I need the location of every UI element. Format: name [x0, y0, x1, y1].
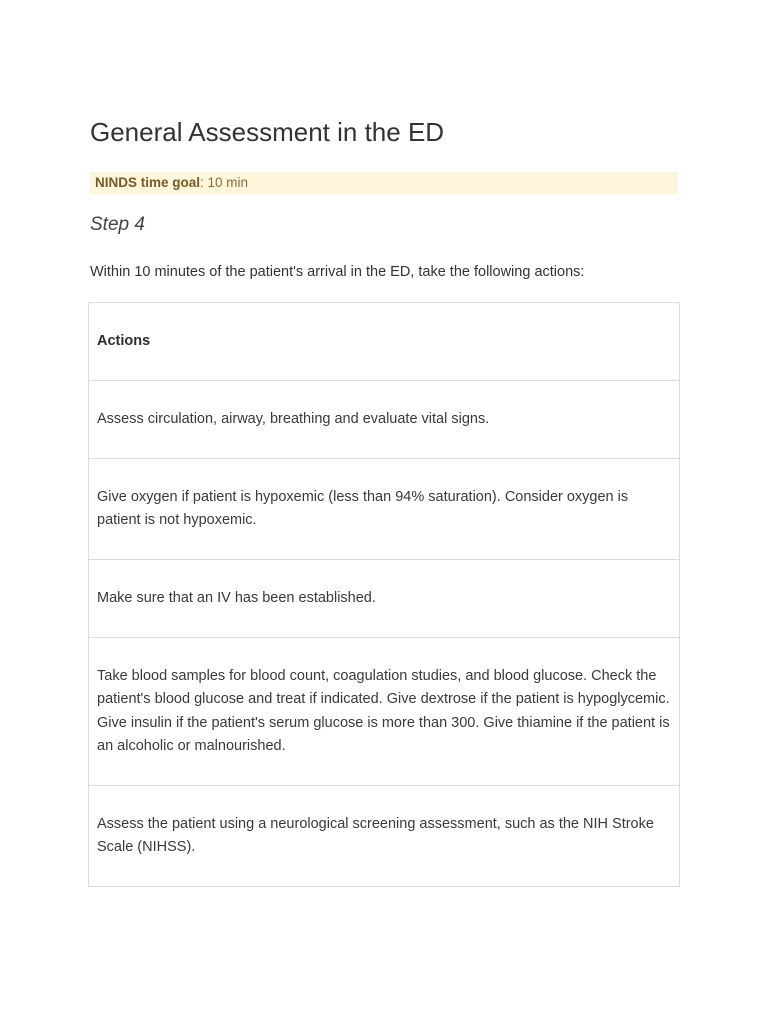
- time-goal-label: NINDS time goal: [95, 175, 201, 190]
- table-row: [89, 459, 679, 560]
- intro-text: Within 10 minutes of the patient's arrival in the ED, take the following actions:: [90, 264, 585, 280]
- table-cell: Assess circulation, airway, breathing and evaluate vital signs.: [97, 410, 490, 427]
- actions-table: [88, 302, 680, 887]
- table-cell: Take blood samples for blood count, coagulation studies, and blood glucose. Check the patient's blood glucose and treat if indicated. Give dextrose if the patient is hypoglycemic. Give insulin if the patient's serum glucose is more than 300. Give thiamine if the patient is an alcoholic or malnourished.: [97, 667, 670, 754]
- step-heading: Step 4: [90, 214, 145, 235]
- table-row: [89, 638, 679, 786]
- table-cell: Assess the patient using a neurological screening assessment, such as the NIH Stroke Scale (NIHSS).: [97, 815, 654, 855]
- table-cell: Make sure that an IV has been established.: [97, 589, 376, 606]
- time-goal-value: : 10 min: [200, 175, 249, 190]
- table-cell: Give oxygen if patient is hypoxemic (less than 94% saturation). Consider oxygen is patient is not hypoxemic.: [97, 488, 629, 528]
- table-row: [89, 381, 679, 459]
- page-title: General Assessment in the ED: [90, 117, 445, 147]
- table-row: [89, 786, 679, 886]
- table-header-cell: Actions: [97, 332, 151, 349]
- table-header-row: [89, 303, 679, 381]
- time-goal-banner: [90, 172, 678, 194]
- table-row: [89, 560, 679, 638]
